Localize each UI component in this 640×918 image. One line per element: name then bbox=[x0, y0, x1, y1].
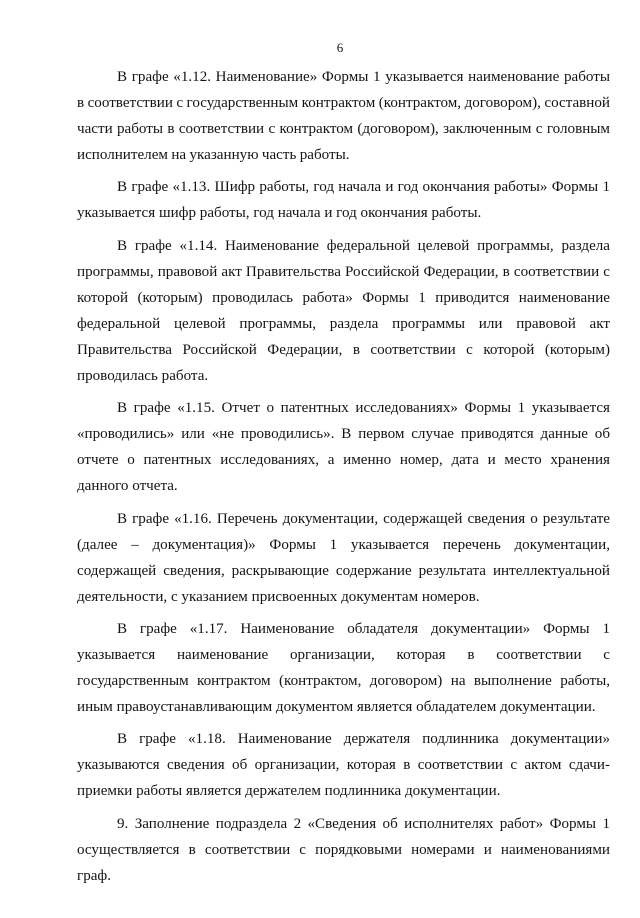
paragraph-1-16-documentation-list: В графе «1.16. Перечень документации, содержащей сведения о результате (далее – документация)» Формы 1 указывается перечень документации, содержащей сведения, раскрывающие содержание результата интеллектуальной деятельности, с указанием присвоенных документам номеров. bbox=[77, 510, 610, 605]
paragraph-1-18-original-holder: В графе «1.18. Наименование держателя подлинника документации» указываются сведения об организации, которая в соответствии с актом сдачи-приемки работы является держателем подлинника документации. bbox=[77, 731, 610, 800]
paragraph-1-13-work-code: В графе «1.13. Шифр работы, год начала и год окончания работы» Формы 1 указывается шифр работы, год начала и год окончания работы. bbox=[77, 179, 610, 222]
paragraph-1-15-patent-research: В графе «1.15. Отчет о патентных исследованиях» Формы 1 указывается «проводились» или «не проводились». В первом случае приводятся данные об отчете о патентных исследованиях, а именно номер, дата и место хранения данного отчета. bbox=[77, 400, 610, 495]
paragraph-1-17-documentation-owner: В графе «1.17. Наименование обладателя документации» Формы 1 указывается наименование организации, которая в соответствии с государственным контрактом (контрактом, договором) на выполнение работы, иным правоустанавливающим документом является обладателем документации. bbox=[77, 620, 610, 716]
paragraph-1-12-work-name: В графе «1.12. Наименование» Формы 1 указывается наименование работы в соответствии с государственным контрактом (контрактом, договором), составной части работы в соответствии с контрактом (договором), заключенным с головным исполнителем на указанную часть работы. bbox=[77, 69, 610, 164]
document-body bbox=[77, 64, 610, 895]
paragraph-9-executors-subsection: 9. Заполнение подраздела 2 «Сведения об исполнителях работ» Формы 1 осуществляется в соответствии с порядковыми номерами и наименованиями граф. bbox=[77, 815, 610, 884]
paragraph-1-14-program-name: В графе «1.14. Наименование федеральной целевой программы, раздела программы, правовой акт Правительства Российской Федерации, в соответствии с которой (которым) проводилась работа» Формы 1 приводится наименование федеральной целевой программы, раздела программы или правовой акт Правительства Российской Федерации, в соответствии с которой (которым) проводилась работа. bbox=[77, 237, 610, 385]
page-number: 6 bbox=[336, 40, 344, 55]
